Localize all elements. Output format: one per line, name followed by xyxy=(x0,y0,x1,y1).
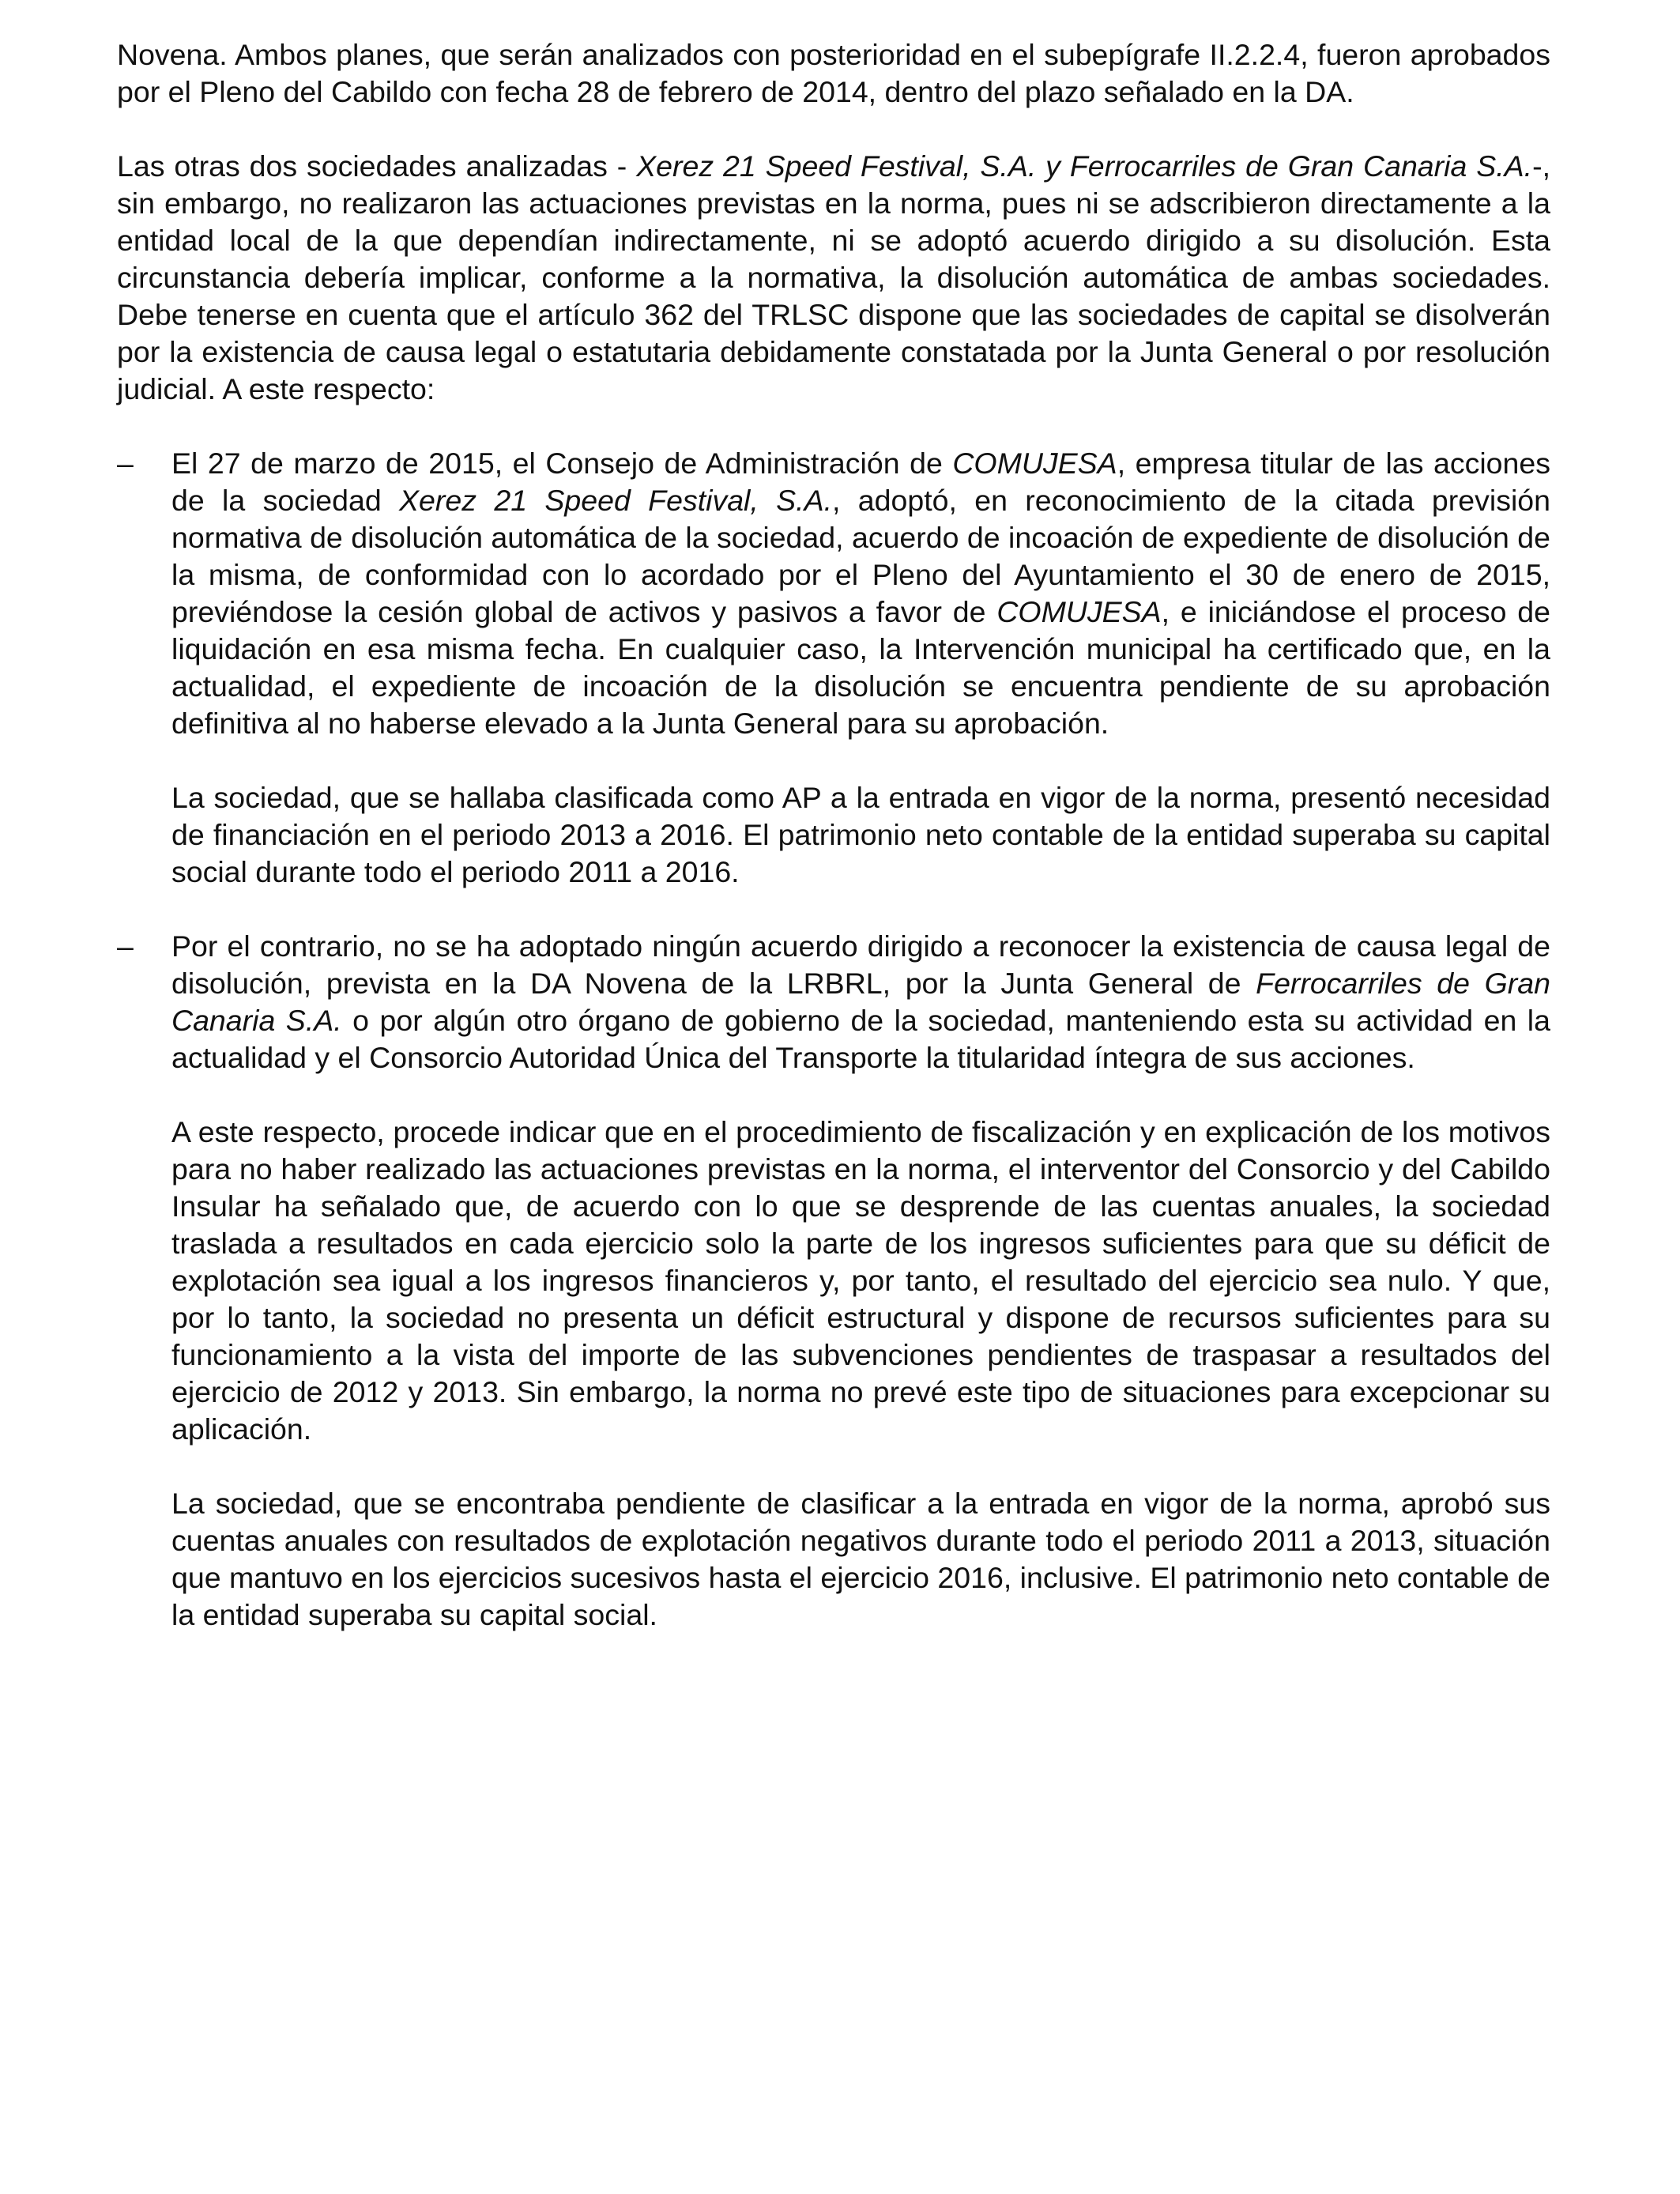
paragraph-spacer xyxy=(117,111,1550,148)
text-run: El 27 de marzo de 2015, el Consejo de Administración de xyxy=(171,447,953,480)
text-run: , e iniciándose el proceso de liquidación en esa misma fecha. En cualquier caso, la Intervención municipal ha certificado que, en la actualidad, el expediente de incoación de la disolución se encuentra pendiente de su aprobación definitiva al no haberse elevado a la Junta General para su aprobación. xyxy=(171,595,1551,740)
paragraph-spacer xyxy=(117,1076,1550,1114)
bullet-dash: – xyxy=(117,447,134,480)
text-run: A este respecto, procede indicar que en el procedimiento de fiscalización y en explicación de los motivos para no haber realizado las actuaciones previstas en la norma, el interventor del Consorcio y del Cabildo Insular ha señalado que, de acuerdo con lo que se desprende de las cuentas anuales, la sociedad traslada a resultados en cada ejercicio solo la parte de los ingresos suficientes para que su déficit de explotación sea igual a los ingresos financieros y, por tanto, el resultado del ejercicio sea nulo. Y que, por lo tanto, la sociedad no presenta un déficit estructural y dispone de recursos suficientes para su funcionamiento a la vista del importe de las subvenciones pendientes de traspasar a resultados del ejercicio de 2012 y 2013. Sin embargo, la norma no prevé este tipo de situaciones para excepcionar su aplicación. xyxy=(171,1115,1550,1446)
paragraph-otras-sociedades xyxy=(117,148,1550,408)
paragraph-novena-text: Novena. Ambos planes, que serán analizados con posterioridad en el subepígrafe II.2.2.4, fueron aprobados por el Pleno del Cabildo con fecha 28 de febrero de 2014, dentro del plazo señalado en la DA. xyxy=(117,38,1550,108)
company-name-italic: COMUJESA xyxy=(952,447,1117,480)
paragraph-interventor xyxy=(117,1114,1550,1448)
text-run: o por algún otro órgano de gobierno de la sociedad, manteniendo esta su actividad en la actualidad y el Consorcio Autoridad Única del Transporte la titularidad íntegra de sus acciones. xyxy=(171,1004,1550,1074)
list-item-ferrocarriles-text xyxy=(171,928,1550,1076)
text-run: Las otras dos sociedades analizadas - xyxy=(117,149,637,183)
paragraph-spacer xyxy=(117,408,1550,445)
document-page xyxy=(117,36,1550,1634)
text-run: La sociedad, que se encontraba pendiente de clasificar a la entrada en vigor de la norma, aprobó sus cuentas anuales con resultados de explotación negativos durante todo el periodo 2011 a 2013, situación que mantuvo en los ejercicios sucesivos hasta el ejercicio 2016, inclusive. El patrimonio neto contable de la entidad superaba su capital social. xyxy=(171,1487,1550,1631)
text-run: -, sin embargo, no realizaron las actuaciones previstas en la norma, pues ni se adscribieron directamente a la entidad local de la que dependían indirectamente, ni se adoptó acuerdo dirigido a su disolución. Esta circunstancia debería implicar, conforme a la normativa, la disolución automática de ambas sociedades. Debe tenerse en cuenta que el artículo 362 del TRLSC dispone que las sociedades de capital se disolverán por la existencia de causa legal o estatutaria debidamente constatada por la Junta General o por resolución judicial. A este respecto: xyxy=(117,149,1551,405)
paragraph-spacer xyxy=(117,742,1550,779)
company-name-italic: Xerez 21 Speed Festival, S.A. xyxy=(399,484,833,517)
list-item-ferrocarriles xyxy=(117,928,1550,1076)
text-run: , adoptó, en reconocimiento de la citada previsión normativa de disolución automática de la sociedad, acuerdo de incoación de expediente de disolución de la misma, de conformidad con lo acordado por el Pleno del Ayuntamiento el 30 de enero de 2015, previéndose la cesión global de activos y pasivos a favor de xyxy=(171,484,1551,628)
paragraph-ferrocarriles-clasificacion xyxy=(117,1485,1550,1634)
company-names-italic: Xerez 21 Speed Festival, S.A. y Ferrocarriles de Gran Canaria S.A. xyxy=(636,149,1533,183)
paragraph-novena xyxy=(117,36,1550,111)
paragraph-xerez-clasificacion xyxy=(117,779,1550,891)
company-name-italic: Ferrocarriles de Gran Canaria S.A. xyxy=(171,967,1550,1037)
list-item-xerez-text xyxy=(171,445,1550,742)
text-run: La sociedad, que se hallaba clasificada como AP a la entrada en vigor de la norma, presentó necesidad de financiación en el periodo 2013 a 2016. El patrimonio neto contable de la entidad superaba su capital social durante todo el periodo 2011 a 2016. xyxy=(171,781,1550,888)
company-name-italic: COMUJESA xyxy=(996,595,1162,628)
list-item-xerez xyxy=(117,445,1550,742)
paragraph-spacer xyxy=(117,891,1550,928)
text-run: , empresa titular de las acciones de la sociedad xyxy=(171,447,1550,517)
bullet-dash: – xyxy=(117,929,134,963)
text-run: Por el contrario, no se ha adoptado ningún acuerdo dirigido a reconocer la existencia de causa legal de disolución, prevista en la DA Novena de la LRBRL, por la Junta General de xyxy=(171,929,1550,1000)
paragraph-spacer xyxy=(117,1448,1550,1485)
